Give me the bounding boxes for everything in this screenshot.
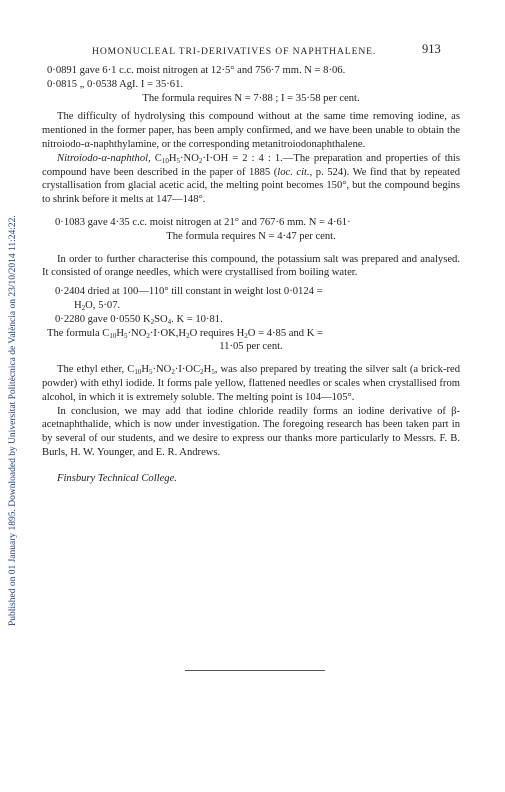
institution-signature: Finsbury Technical College. bbox=[57, 472, 177, 484]
compound-name: Nitroiodo-α-naphthol, bbox=[57, 152, 151, 164]
analysis-line-4-cont: $H_2O$, 5·07. bbox=[74, 299, 121, 312]
formula-requirement-3: The formula $C_{10}H_5\cdot NO_2\cdot I\cdot OK,H_2O$ requires $H_2O = 4\cdot 85$ and K = bbox=[47, 327, 323, 340]
running-header bbox=[92, 42, 441, 59]
running-title: HOMONUCLEAL TRI-DERIVATIVES OF NAPHTHALENE. bbox=[92, 46, 377, 57]
download-watermark-text: Published on 01 January 1895. Downloaded by Universitat Politècnica de València on 23/10/2014 11:24:22. bbox=[8, 215, 18, 626]
analysis-line-1: 0·0891 gave 6·1 c.c. moist nitrogen at 12·5° and 756·7 mm. N = 8·06. bbox=[47, 65, 346, 76]
formula-requirement-3-cont: 11·05 per cent. bbox=[219, 341, 283, 353]
page-body bbox=[42, 64, 460, 486]
analysis-line-3: 0·1083 gave 4·35 c.c. moist nitrogen at 21° and 767·6 mm. N = 4·61· bbox=[55, 216, 351, 228]
analysis-line-4: 0·2404 dried at 100—110° till constant in weight lost 0·0124 = bbox=[55, 286, 323, 298]
formula-requirement-1: The formula requires N = 7·88 ; I = 35·58 per cent. bbox=[142, 92, 360, 104]
loc-cit: loc. cit. bbox=[277, 166, 310, 178]
analysis-line-2: 0·0815 „ 0·0538 AgI. I = 35·61. bbox=[47, 78, 184, 90]
paragraph-conclusion: In conclusion, we may add that iodine chloride readily forms an iodine derivative of β-acetnaphthalide, which is now under investigation. The foregoing research has been taken part in by several of our students, and we desire to express our thanks more particularly to Messrs. F. B. Burls, H. W. Younger, and E. R. Andrews. bbox=[42, 405, 460, 458]
formula-requirement-2: The formula requires N = 4·47 per cent. bbox=[166, 230, 336, 242]
end-rule bbox=[185, 670, 325, 671]
paragraph-nitroiodo-naphthol: Nitroiodo-α-naphthol, $C_{10}H_5\cdot NO_2\cdot I\cdot OH = 2$ : 4 : 1.—The preparation and properties of this compound have been described in the paper of 1885 (loc. cit., p. 524). We find that by repeated crystallisation from glacial acetic acid, the melting point becomes 150°, but the compound begins to shrink before it melts at 147—148°. bbox=[42, 152, 460, 206]
page-number: 913 bbox=[422, 42, 441, 56]
paragraph-ethyl-ether: The ethyl ether, $C_{10}H_5\cdot NO_2\cdot I\cdot OC_2H_5$, was also prepared by treating the silver salt (a brick-red powder) with ethyl iodide. It forms pale yellow, flattened needles or scales when crystallised from alcohol, in which it is extremely soluble. The melting point is 104—105°. bbox=[42, 364, 460, 403]
paragraph-potassium-salt: In order to further characterise this compound, the potassium salt was prepared and analysed. It consisted of orange needles, which were crystallised from boiling water. bbox=[42, 253, 460, 279]
analysis-line-5: 0·2280 gave 0·0550 $K_2SO_4$. K = 10·81. bbox=[55, 313, 223, 326]
paragraph-hydrolysis: The difficulty of hydrolysing this compound without at the same time removing iodine, as mentioned in the former paper, has been amply confirmed, and we have been unable to obtain the nitroiodo-α-naphthylamine, or the corresponding metanitroiodonaphthalene. bbox=[42, 111, 460, 150]
download-watermark bbox=[6, 8, 20, 628]
